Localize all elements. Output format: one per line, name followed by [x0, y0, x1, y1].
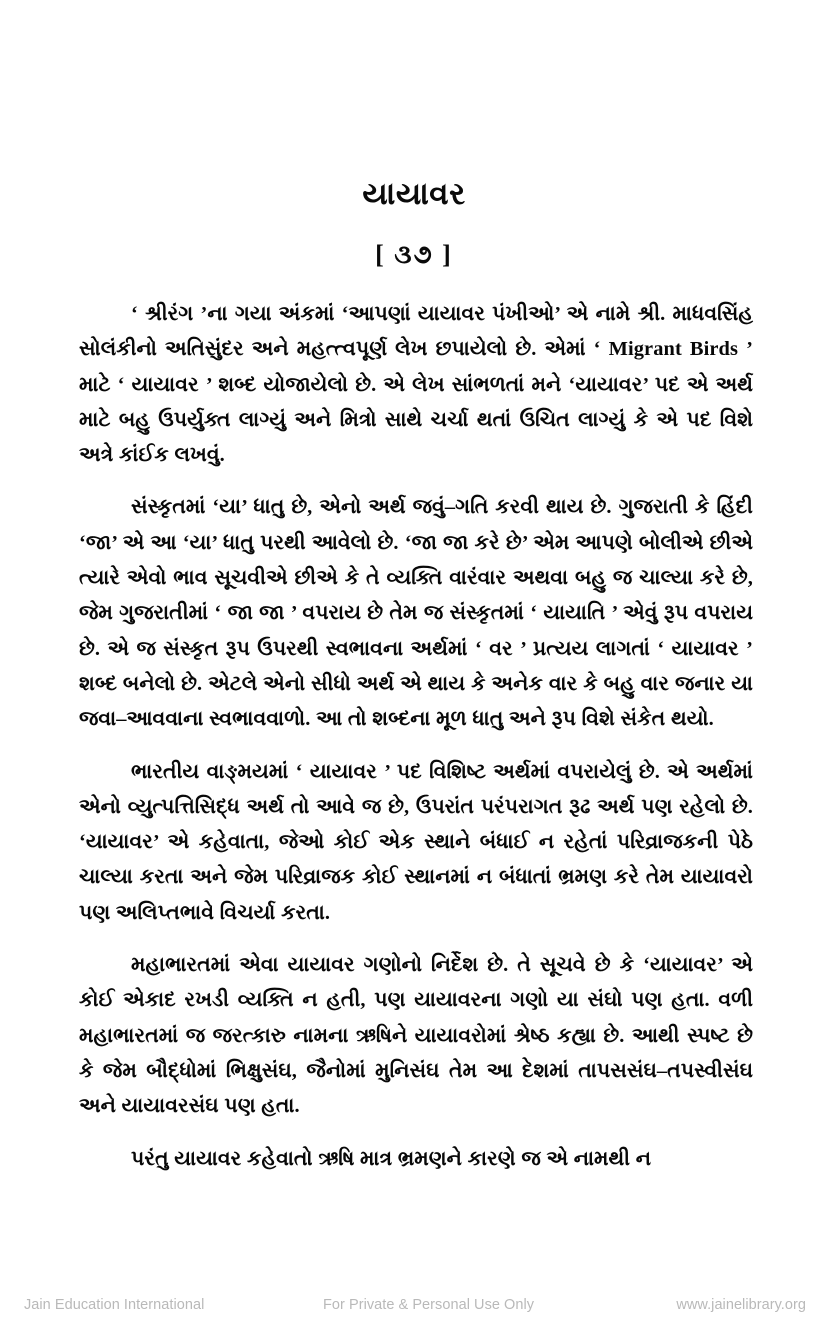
footer-website-url[interactable]: www.jainelibrary.org — [676, 1297, 806, 1313]
paragraph-2 — [79, 490, 753, 737]
paragraph-text: ‘ શ્રીરંગ ’ના ગયા અંકમાં ‘આપણાં યાયાવર પંખીઓ’ એ નામે શ્રી. માધવસિંહ સોલંકીનો અતિસુંદર અને મહત્ત્વપૂર્ણ લેખ છપાયેલો છે. એમાં ‘ Migrant Birds ’ માટે ‘ યાયાવર ’ શબ્દ યોજાયેલો છે. એ લેખ સાંભળતાં મને ‘યાયાવર’ પદ એ અર્થ માટે બહુ ઉપર્યુક્ત લાગ્યું અને મિત્રો સાથે ચર્ચા થતાં ઉચિત લાગ્યું કે એ પદ વિશે અત્રે કાંઈક લખવું. — [79, 303, 753, 467]
page-title: યાયાવર — [362, 176, 466, 211]
paragraph-4 — [79, 948, 753, 1124]
footer-organization: Jain Education International — [24, 1297, 205, 1313]
paragraph-text: પરંતુ યાયાવર કહેવાતો ઋષિ માત્ર ભ્રમણને કારણે જ એ નામથી ન — [131, 1147, 652, 1170]
section-number: [ ૩૭ ] — [375, 239, 453, 269]
paragraph-text: સંસ્કૃતમાં ‘યા’ ધાતુ છે, એનો અર્થ જવું–ગતિ કરવી થાય છે. ગુજરાતી કે હિંદી ‘જા’ એ આ ‘યા’ ધાતુ પરથી આવેલો છે. ‘જા જા કરે છે’ એમ આપણે બોલીએ છીએ ત્યારે એવો ભાવ સૂચવીએ છીએ કે તે વ્યક્તિ વારંવાર અથવા બહુ જ ચાલ્યા કરે છે, જેમ ગુજરાતીમાં ‘ જા જા ’ વપરાય છે તેમ જ સંસ્કૃતમાં ‘ યાયાતિ ’ એવું રૂપ વપરાય છે. એ જ સંસ્કૃત રૂપ ઉપરથી સ્વભાવના અર્થમાં ‘ વર ’ પ્રત્યય લાગતાં ‘ યાયાવર ’ શબ્દ બનેલો છે. એટલે એનો સીધો અર્થ એ થાય કે અનેક વાર કે બહુ વાર જનાર યા જવા–આવવાના સ્વભાવવાળો. આ તો શબ્દના મૂળ ધાતુ અને રૂપ વિશે સંકેત થયો. — [79, 496, 753, 731]
paragraph-text: મહાભારતમાં એવા યાયાવર ગણોનો નિર્દેશ છે. તે સૂચવે છે કે ‘યાયાવર’ એ કોઈ એકાદ રખડી વ્યક્તિ ન હતી, પણ યાયાવરના ગણો યા સંઘો પણ હતા. વળી મહાભારતમાં જ જરત્કારુ નામના ઋષિને યાયાવરોમાં શ્રેષ્ઠ કહ્યા છે. આથી સ્પષ્ટ છે કે જેમ બૌદ્ધોમાં ભિક્ષુસંઘ, જૈનોમાં મુનિસંઘ તેમ આ દેશમાં તાપસસંઘ–તપસ્વીસંઘ અને યાયાવરસંઘ પણ હતા. — [79, 954, 753, 1118]
paragraph-text: ભારતીય વાઙ્મયમાં ‘ યાયાવર ’ પદ વિશિષ્ટ અર્થમાં વપરાયેલું છે. એ અર્થમાં એનો વ્યુત્પત્તિસિદ્ધ અર્થ તો આવે જ છે, ઉપરાંત પરંપરાગત રૂઢ અર્થ પણ રહેલો છે. ‘યાયાવર’ એ કહેવાતા, જેઓ કોઈ એક સ્થાને બંધાઈ ન રહેતાં પરિવ્રાજકની પેઠે ચાલ્યા કરતા અને જેમ પરિવ્રાજક કોઈ સ્થાનમાં ન બંધાતાં ભ્રમણ કરે તેમ યાયાવરો પણ અલિપ્તભાવે વિચર્યા કરતા. — [79, 760, 753, 924]
page-heading — [0, 176, 828, 271]
footer-usage-notice: For Private & Personal Use Only — [323, 1297, 535, 1313]
paragraph-3 — [79, 755, 753, 931]
body-text-column — [79, 297, 753, 1177]
paragraph-1 — [79, 297, 753, 473]
page-footer — [0, 1290, 828, 1320]
paragraph-5 — [79, 1142, 753, 1177]
